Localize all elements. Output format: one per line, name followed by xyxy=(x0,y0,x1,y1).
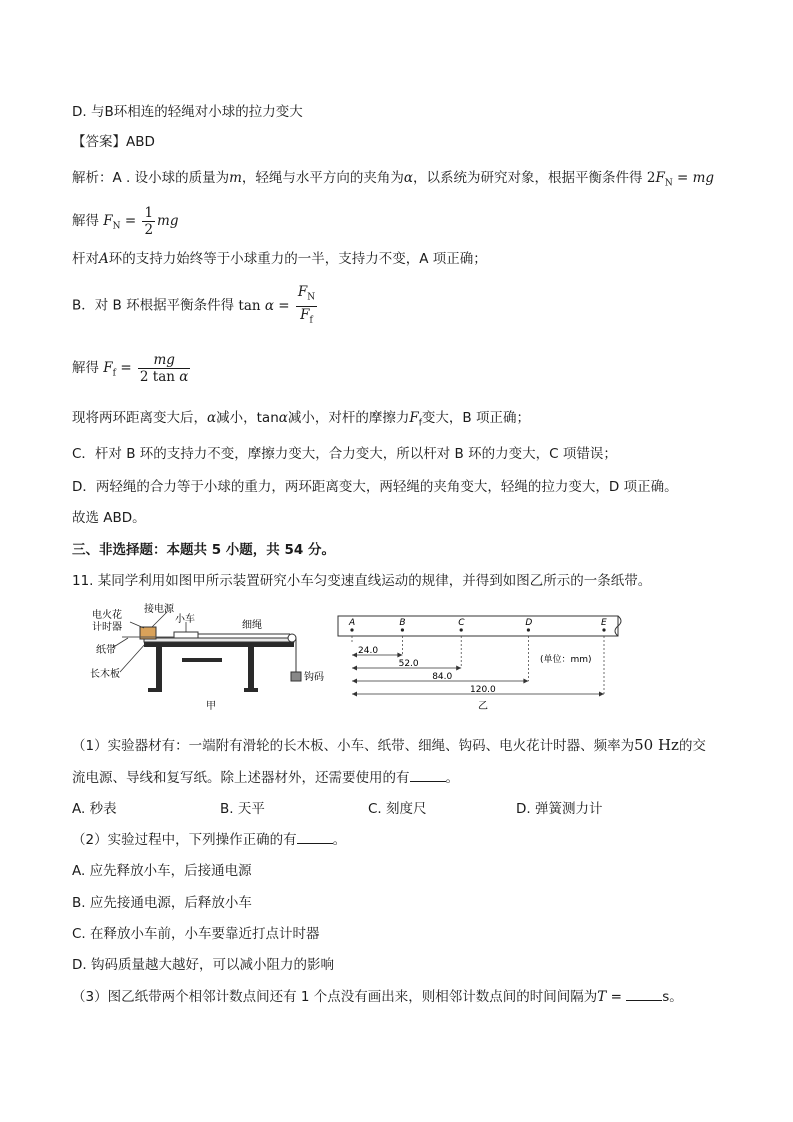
eq-equals: = xyxy=(278,297,290,314)
option-d: D. 与B环相连的轻绳对小球的拉力变大 xyxy=(72,104,303,120)
equation-2fn-mg xyxy=(646,170,715,189)
long-board xyxy=(144,638,294,642)
caption-yi: 乙 xyxy=(478,701,488,712)
var-alpha: α xyxy=(403,170,414,186)
tape-dot-C xyxy=(460,628,463,631)
table-leg xyxy=(248,647,254,692)
section-heading: 三、非选择题：本题共 5 小题，共 54 分。 xyxy=(72,542,335,558)
var-T: T xyxy=(597,989,607,1005)
choose-line: 故选 ABD。 xyxy=(72,510,146,526)
solve-ff-line xyxy=(72,348,192,394)
fraction-mg-2tan xyxy=(138,352,190,385)
label-weight: 钩码 xyxy=(304,672,324,683)
label-cart: 小车 xyxy=(175,614,195,625)
dimension-arrow xyxy=(456,666,461,671)
analysis-a-prefix: 解析：A . 设小球的质量为 xyxy=(72,170,230,186)
p1-line2-text: 流电源、导线和复写纸。除上述器材外，还需要使用的有 xyxy=(72,770,410,786)
dimension-arrow xyxy=(352,666,357,671)
label-power: 接电源 xyxy=(144,604,174,615)
eq-tan: tan xyxy=(238,297,261,314)
d-line: D．两轻绳的合力等于小球的重力，两环距离变大，两轻绳的夹角变大，轻绳的拉力变大，D 项正确。 xyxy=(72,479,678,495)
solve-fn-line xyxy=(72,204,179,244)
eq-mg: mg xyxy=(692,170,715,186)
caption-jia: 甲 xyxy=(206,701,216,712)
p1-option-b[interactable]: B. 天平 xyxy=(220,801,265,817)
eq-alpha: α xyxy=(264,297,274,314)
answer-blank[interactable] xyxy=(626,988,662,1001)
dimension-arrow xyxy=(352,653,357,658)
eq-equals: = xyxy=(124,213,137,229)
p1-line2 xyxy=(72,768,459,788)
eq-sub-f: f xyxy=(112,368,117,379)
var-A: A xyxy=(99,251,109,267)
rod-prefix: 杆对 xyxy=(72,251,99,267)
var-alpha: α xyxy=(278,410,288,426)
eq-sub-N: N xyxy=(664,178,673,189)
equation-ff xyxy=(103,352,192,385)
rod-rest: 环的支持力始终等于小球重力的一半，支持力不变，A 项正确； xyxy=(108,251,487,267)
tape-point-B: B xyxy=(399,618,406,628)
tape-dot-A xyxy=(350,628,353,631)
period: 。 xyxy=(445,770,459,786)
dimension-arrow xyxy=(599,692,604,697)
eq-alpha: α xyxy=(179,369,189,385)
dimension-arrow xyxy=(352,692,357,697)
cart xyxy=(174,632,198,638)
var-F: F xyxy=(409,410,419,426)
eq-F: F xyxy=(655,170,665,186)
p3-equals: = xyxy=(610,989,622,1005)
eq-sub-f: f xyxy=(309,315,313,326)
table-board xyxy=(144,642,294,647)
p2-stem-text: （2）实验过程中，下列操作正确的有 xyxy=(72,832,297,848)
unit-label: (单位：mm) xyxy=(540,655,592,665)
table-brace xyxy=(182,658,222,662)
var-alpha: α xyxy=(207,410,217,426)
tape-dot-E xyxy=(602,628,605,631)
frac-num xyxy=(296,284,317,307)
figure-yi xyxy=(330,610,630,715)
p3-line xyxy=(72,987,683,1007)
tape-dot-D xyxy=(527,628,530,631)
eq-equals: = xyxy=(676,170,689,186)
eq-sub-N: N xyxy=(307,292,316,303)
equation-fn-half-mg xyxy=(103,205,179,238)
dimension-label: 24.0 xyxy=(358,646,379,656)
dimension-arrow xyxy=(352,679,357,684)
p1-line1-b: 的交 xyxy=(678,738,706,754)
dimension-label: 52.0 xyxy=(398,659,419,669)
eq-F: F xyxy=(103,213,113,229)
eq-mg: mg xyxy=(157,213,179,229)
p1-line1 xyxy=(72,735,706,756)
answer-blank[interactable] xyxy=(297,831,333,844)
answer-line: 【答案】ABD xyxy=(72,134,155,150)
eq-2tan: 2 tan xyxy=(139,369,175,385)
figure-jia xyxy=(82,600,332,715)
tape-point-C: C xyxy=(458,618,465,628)
equation-tan xyxy=(238,284,319,326)
rod-support-line xyxy=(72,249,487,269)
table-foot xyxy=(148,688,162,692)
p2-option-b[interactable]: B. 应先接通电源，后释放小车 xyxy=(72,895,252,911)
p1-freq: 50 Hz xyxy=(634,736,679,754)
eq-equals: = xyxy=(120,360,132,376)
fraction-fn-ff xyxy=(296,284,317,328)
label-tape: 纸带 xyxy=(96,645,116,656)
var-sub-f: f xyxy=(418,418,422,429)
c-line: C．杆对 B 环的支持力不变，摩擦力变大，合力变大，所以杆对 B 环的力变大，C 项错误； xyxy=(72,446,617,462)
tape-strip xyxy=(338,616,618,636)
dimension-label: 120.0 xyxy=(470,685,496,695)
hook-weight xyxy=(291,672,301,681)
label-board: 长木板 xyxy=(90,669,120,680)
tape-point-E: E xyxy=(601,618,607,628)
now-part2: 减小， xyxy=(216,410,257,426)
eq-sub-N: N xyxy=(112,221,121,232)
frac-den xyxy=(296,307,317,329)
dimension-arrow xyxy=(397,653,402,658)
frac-num: 1 xyxy=(144,205,154,221)
p1-option-c[interactable]: C. 刻度尺 xyxy=(368,801,427,817)
p3-unit: s。 xyxy=(662,989,683,1005)
p2-option-a[interactable]: A. 应先释放小车，后接通电源 xyxy=(72,863,252,879)
eq-F: F xyxy=(103,360,113,376)
tape-dot-B xyxy=(401,628,404,631)
now-part3: 减小，对杆的摩擦力 xyxy=(287,410,410,426)
b-prefix: B．对 B 环根据平衡条件得 xyxy=(72,297,235,314)
analysis-a-mid2: ，以系统为研究对象，根据平衡条件得 xyxy=(413,170,643,186)
now-part4: 变大，B 项正确； xyxy=(421,410,530,426)
label-timer-2: 计时器 xyxy=(92,622,122,633)
dimension-arrow xyxy=(523,679,528,684)
p1-option-d[interactable]: D. 弹簧测力计 xyxy=(516,801,603,817)
distance-increase-line xyxy=(72,408,530,434)
eq-F: F xyxy=(297,284,308,300)
p2-option-c[interactable]: C. 在释放小车前，小车要靠近打点计时器 xyxy=(72,926,320,942)
tape-point-A: A xyxy=(349,618,356,628)
label-timer-1: 电火花 xyxy=(92,610,122,621)
p1-line1-a: （1）实验器材有：一端附有滑轮的长木板、小车、纸带、细绳、钩码、电火花计时器、频率为 xyxy=(72,738,635,754)
solve-prefix: 解得 xyxy=(72,360,99,376)
label-string: 细绳 xyxy=(242,620,262,631)
b-tan-line xyxy=(72,284,319,328)
frac-den xyxy=(138,369,190,385)
table-foot xyxy=(244,688,258,692)
period: 。 xyxy=(332,832,347,848)
leader-line xyxy=(120,643,146,672)
var-tan: tan xyxy=(256,410,279,426)
dimension-label: 84.0 xyxy=(432,672,453,682)
answer-blank[interactable] xyxy=(410,769,446,782)
pulley xyxy=(288,634,296,642)
p1-option-a[interactable]: A. 秒表 xyxy=(72,801,117,817)
p3-stem-text: （3）图乙纸带两个相邻计数点间还有 1 个点没有画出来，则相邻计数点间的时间间隔为 xyxy=(72,989,598,1005)
now-part1: 现将两环距离变大后， xyxy=(72,410,207,426)
p2-stem xyxy=(72,830,346,850)
solve-prefix: 解得 xyxy=(72,213,99,229)
table-leg xyxy=(156,647,162,692)
leader-line xyxy=(130,622,144,628)
q11-stem: 11. 某同学利用如图甲所示装置研究小车匀变速直线运动的规律，并得到如图乙所示的一条纸带。 xyxy=(72,573,652,589)
analysis-a-mid1: ，轻绳与水平方向的夹角为 xyxy=(241,170,404,186)
eq-F: F xyxy=(300,306,310,323)
frac-den: 2 xyxy=(144,222,154,238)
frac-num: mg xyxy=(138,352,190,369)
tape-point-D: D xyxy=(525,618,533,628)
var-m: m xyxy=(229,170,242,186)
fraction-half xyxy=(142,205,155,238)
eq-coef: 2 xyxy=(646,170,656,186)
analysis-a-line xyxy=(72,168,714,194)
p2-option-d[interactable]: D. 钩码质量越大越好，可以减小阻力的影响 xyxy=(72,957,334,973)
